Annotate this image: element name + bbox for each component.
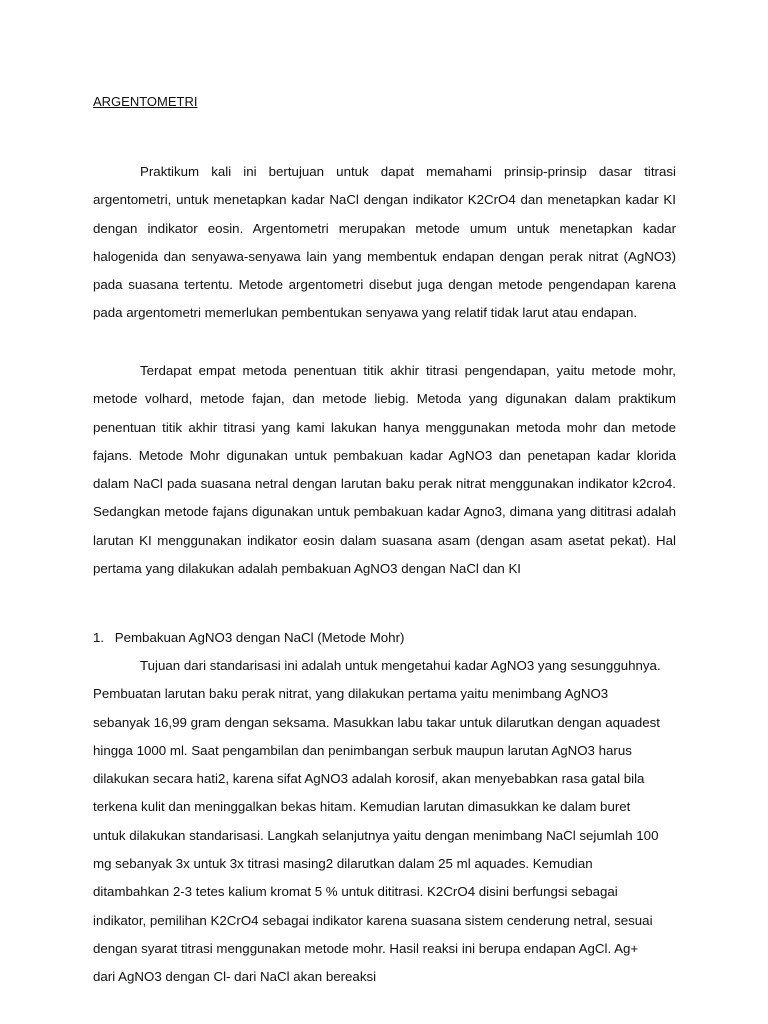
list-item-number: 1. (93, 630, 105, 645)
methods-paragraph: Terdapat empat metoda penentuan titik akhir titrasi pengendapan, yaitu metode mohr, metode volhard, metode fajan, dan metode liebig. Metoda yang digunakan dalam praktikum penentuan titik akhir titrasi yang kami lakukan hanya menggunakan metoda mohr dan metode fajans. Metode Mohr digunakan untuk pembakuan kadar AgNO3 dan penetapan kadar klorida dalam NaCl pada suasana netral dengan larutan baku perak nitrat menggunakan indikator k2cro4. Sedangkan metode fajans digunakan untuk pembakuan kadar Agno3, dimana yang dititrasi adalah larutan KI menggunakan indikator eosin dalam suasana asam (dengan asam asetat pekat). Hal pertama yang dilakukan adalah pembakuan AgNO3 dengan NaCl dan KI (93, 363, 676, 577)
document-title: ARGENTOMETRI (93, 94, 198, 109)
list-item-heading: Pembakuan AgNO3 dengan NaCl (Metode Mohr) (114, 630, 405, 645)
standardization-paragraph: Tujuan dari standarisasi ini adalah untuk mengetahui kadar AgNO3 yang sesungguhnya. Pembuatan larutan baku perak nitrat, yang dilakukan pertama yaitu menimbang AgNO3 sebanyak 16,99 gram dengan seksama. Masukkan labu takar untuk dilarutkan dengan aquadest hingga 1000 ml. Saat pengambilan dan penimbangan serbuk maupun larutan AgNO3 harus dilakukan secara hati2, karena sifat AgNO3 adalah korosif, akan menyebabkan rasa gatal bila terkena kulit dan meninggalkan bekas hitam. Kemudian larutan dimasukkan ke dalam buret untuk dilakukan standarisasi. Langkah selanjutnya yaitu dengan menimbang NaCl sejumlah 100 mg sebanyak 3x untuk 3x titrasi masing2 dilarutkan dalam 25 ml aquades. Kemudian ditambahkan 2-3 tetes kalium kromat 5 % untuk dititrasi. K2CrO4 disini berfungsi sebagai indikator, pemilihan K2CrO4 sebagai indikator karena suasana sistem cenderung netral, sesuai dengan syarat titrasi menggunakan metode mohr. Hasil reaksi ini berupa endapan AgCl. Ag+ dari AgNO3 dengan Cl- dari NaCl akan bereaksi (93, 658, 661, 985)
intro-paragraph: Praktikum kali ini bertujuan untuk dapat memahami prinsip-prinsip dasar titrasi argentometri, untuk menetapkan kadar NaCl dengan indikator K2CrO4 dan menetapkan kadar KI dengan indikator eosin. Argentometri merupakan metode umum untuk menetapkan kadar halogenida dan senyawa-senyawa lain yang membentuk endapan dengan perak nitrat (AgNO3) pada suasana tertentu. Metode argentometri disebut juga dengan metode pengendapan karena pada argentometri memerlukan pembentukan senyawa yang relatif tidak larut atau endapan. (93, 164, 676, 321)
numbered-list-item (93, 624, 676, 652)
